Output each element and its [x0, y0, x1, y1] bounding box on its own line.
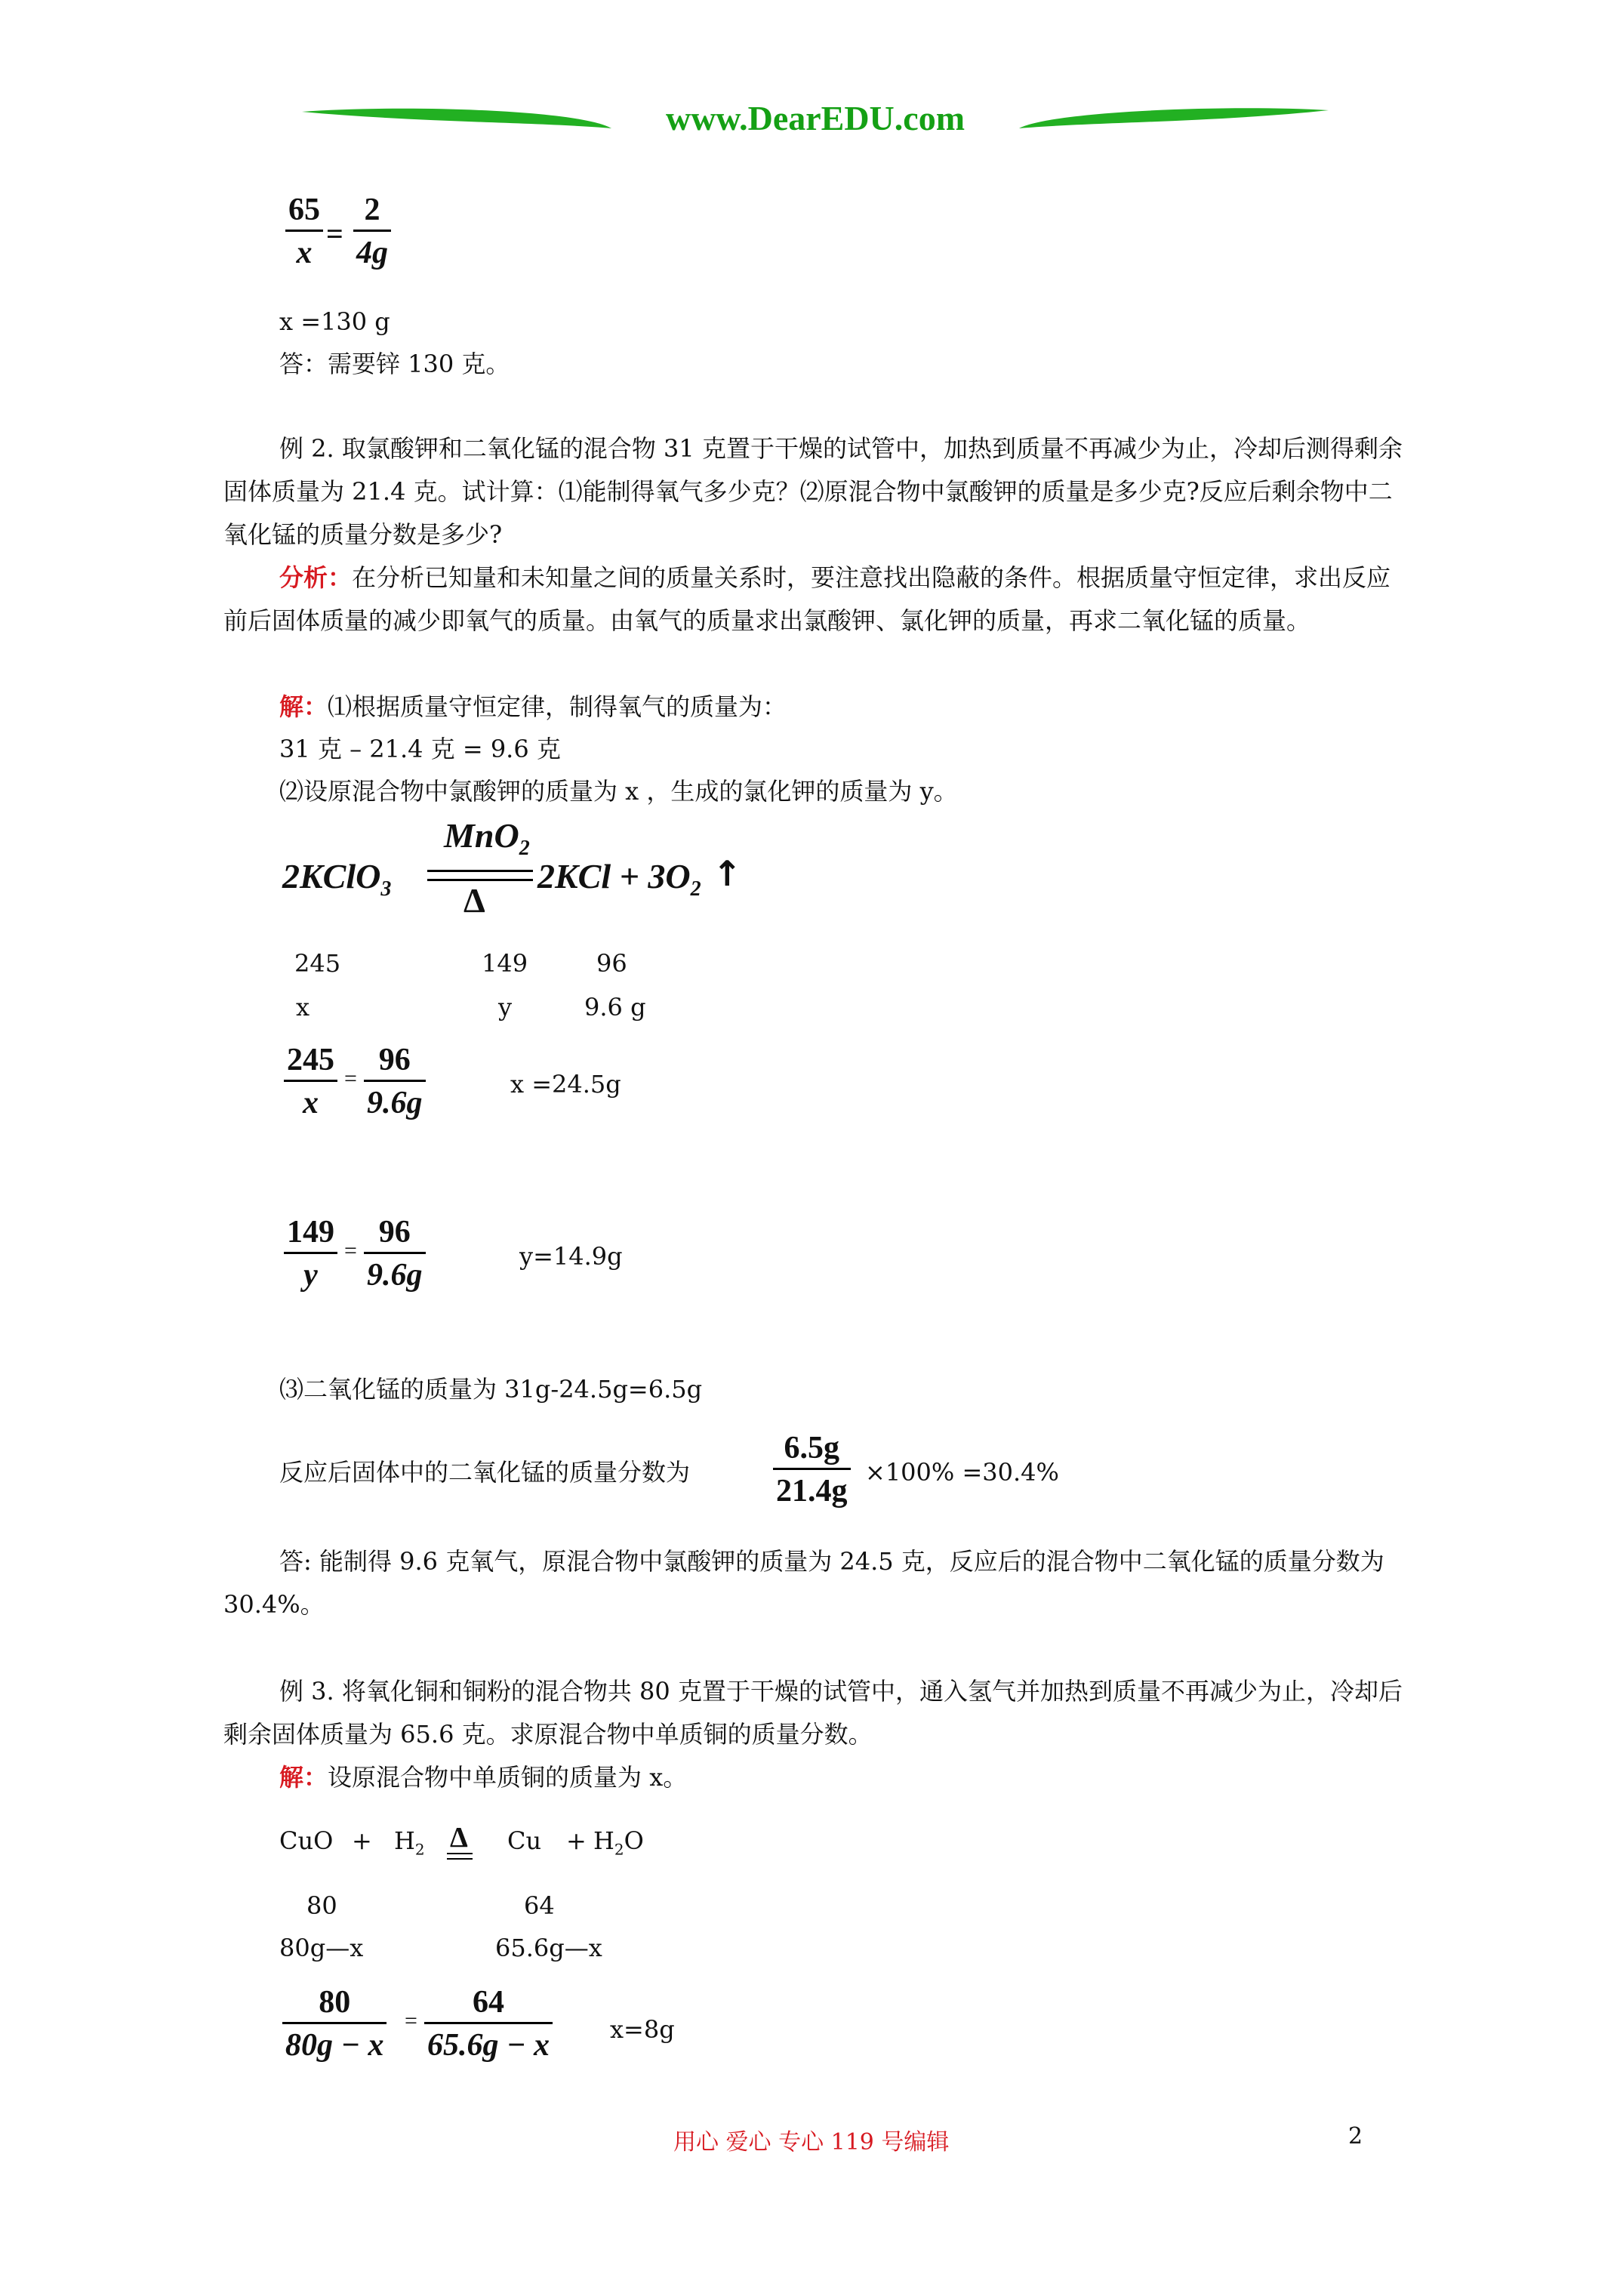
- fraction-numerator: 64: [472, 1985, 504, 2020]
- fraction-numerator: 245: [287, 1043, 334, 1077]
- fraction-denominator: 9.6g: [367, 1258, 423, 1293]
- reactant-cuo: CuO: [279, 1826, 334, 1855]
- mass-o2: 96: [596, 949, 627, 978]
- reduction-reaction: [279, 1820, 672, 1880]
- product-subscript: 2: [690, 877, 701, 901]
- product-h2o: H: [593, 1826, 614, 1855]
- mass-cuo: 80: [306, 1891, 337, 1920]
- reaction-double-bar: [447, 1853, 473, 1860]
- fraction-denominator: x: [296, 236, 313, 270]
- fraction-denominator: 4g: [356, 236, 388, 270]
- example-2-question: 例 2. 取氯酸钾和二氧化锰的混合物 31 克置于干燥的试管中，加热到质量不再减少为止，冷却后测得剩余固体质量为 21.4 克。试计算：⑴能制得氧气多少克？⑵原混合物中氯酸钾的质量是多少克?反应后剩余物中二氧化锰的质量分数是多少?: [223, 434, 1403, 549]
- example-2-answer: 答: 能制得 9.6 克氧气，原混合物中氯酸钾的质量为 24.5 克，反应后的混合物中二氧化锰的质量分数为 30.4%。: [223, 1547, 1384, 1619]
- example-3-solution: [279, 1756, 687, 1798]
- reactant: 2KClO: [282, 857, 381, 895]
- heat-symbol: Δ: [463, 881, 485, 920]
- solution-label: 解：: [279, 1763, 328, 1792]
- footer-text: 用心 爱心 专心 119 号编辑: [673, 2129, 950, 2156]
- top-answer: 答：需要锌 130 克。: [279, 350, 510, 378]
- heat-symbol: Δ: [450, 1822, 468, 1854]
- reaction-double-bar: [427, 870, 533, 881]
- solution-text: 设原混合物中单质铜的质量为 x。: [328, 1763, 688, 1792]
- catalyst: MnO: [444, 816, 519, 855]
- step-1: ⑴根据质量守恒定律，制得氧气的质量为：: [328, 692, 787, 721]
- h2-subscript: 2: [414, 1840, 425, 1859]
- h2o-subscript: 2: [614, 1840, 624, 1859]
- h2o-oxygen: O: [624, 1826, 644, 1855]
- fraction-denominator: 9.6g: [367, 1086, 423, 1120]
- result-y: y=14.9g: [519, 1242, 623, 1271]
- fraction-denominator: 21.4g: [776, 1474, 848, 1509]
- site-name: www.DearEDU.com: [665, 99, 965, 137]
- top-result: x =130 g: [279, 307, 390, 336]
- reactant-subscript: 3: [380, 877, 392, 901]
- catalyst-subscript: 2: [519, 837, 530, 861]
- product-cu: Cu: [507, 1826, 542, 1855]
- analysis-label: 分析：: [279, 563, 353, 592]
- fraction-numerator: 96: [378, 1043, 411, 1077]
- fraction-denominator: x: [303, 1086, 319, 1120]
- plus-sign: +: [566, 1826, 587, 1855]
- products: 2KCl + 3O: [537, 857, 691, 895]
- example-3-question: 例 3. 将氧化铜和铜粉的混合物共 80 克置于干燥的试管中，通入氢气并加热到质量不再减少为止，冷却后剩余固体质量为 65.6 克。求原混合物中单质铜的质量分数。: [223, 1677, 1403, 1749]
- analysis-text: 在分析已知量和未知量之间的质量关系时，要注意找出隐蔽的条件。根据质量守恒定律，求出反应前后固体质量的减少即氧气的质量。由氧气的质量求出氯酸钾、氯化钾的质量，再求二氧化锰的质量。: [223, 563, 1391, 635]
- unknown-x: x: [296, 993, 310, 1022]
- fraction-denominator: y: [303, 1258, 318, 1293]
- mass-fraction-result: ×100% =30.4%: [865, 1458, 1059, 1487]
- fraction-numerator: 149: [287, 1215, 334, 1250]
- step-1-calc: 31 克 – 21.4 克 = 9.6 克: [279, 735, 561, 763]
- fraction-denominator: 65.6g − x: [427, 2028, 550, 2063]
- mass-fraction-prefix: 反应后固体中的二氧化锰的质量分数为: [279, 1458, 691, 1487]
- plus-sign: +: [352, 1826, 372, 1855]
- fraction-numerator: 65: [288, 193, 320, 227]
- example-2-analysis: [223, 556, 1409, 643]
- equals-sign: =: [344, 1238, 357, 1263]
- result-x: x=8g: [610, 2015, 675, 2044]
- unknown-cu: 65.6g—x: [495, 1934, 602, 1962]
- mass-kcl: 149: [482, 949, 528, 978]
- unknown-y: y: [498, 993, 513, 1022]
- equals-sign: =: [344, 1066, 357, 1091]
- fraction-denominator: 80g − x: [285, 2028, 384, 2063]
- header-banner: [294, 89, 1336, 157]
- gas-arrow-icon: ↑: [713, 853, 742, 894]
- equals-sign: =: [326, 217, 343, 251]
- equals-sign: =: [405, 2008, 417, 2033]
- step-3: ⑶二氧化锰的质量为 31g-24.5g=6.5g: [279, 1375, 703, 1404]
- mass-kclo3: 245: [294, 949, 341, 978]
- solution-line-1: [279, 686, 787, 728]
- fraction-numerator: 6.5g: [784, 1431, 839, 1465]
- reactant-h2: H: [394, 1826, 415, 1855]
- solution-label: 解：: [279, 692, 328, 721]
- decomposition-reaction: [282, 815, 742, 929]
- known-o2: 9.6 g: [584, 993, 646, 1022]
- mass-cu: 64: [524, 1891, 555, 1920]
- page-number: 2: [1348, 2123, 1363, 2150]
- fraction-numerator: 2: [364, 193, 380, 227]
- step-2: ⑵设原混合物中氯酸钾的质量为 x ，生成的氯化钾的质量为 y。: [279, 777, 958, 806]
- result-x: x =24.5g: [510, 1070, 621, 1099]
- unknown-cuo: 80g—x: [279, 1934, 364, 1962]
- fraction-numerator: 80: [319, 1985, 351, 2020]
- fraction-numerator: 96: [378, 1215, 411, 1250]
